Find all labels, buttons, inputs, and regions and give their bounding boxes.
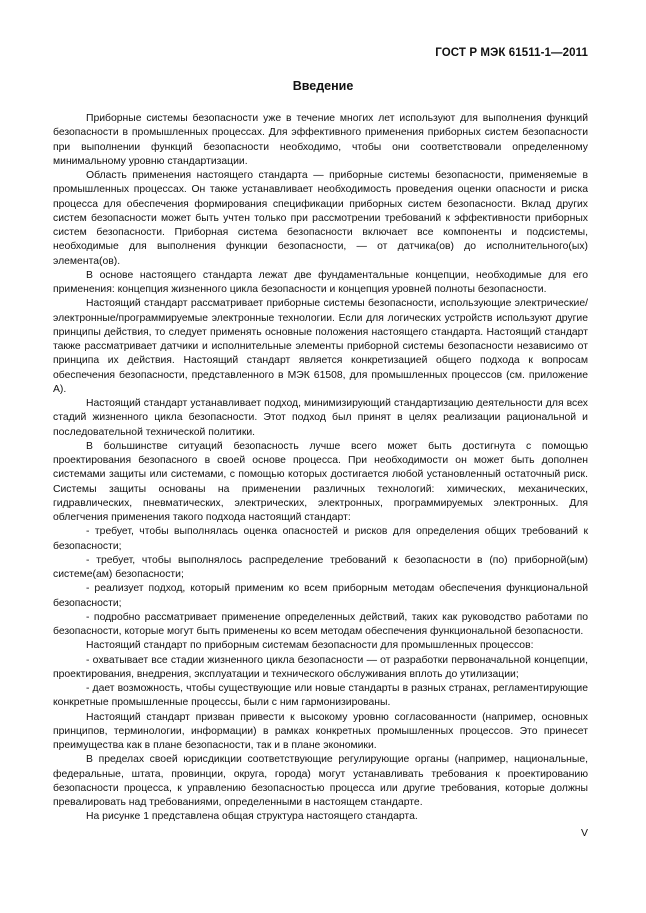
list-item: - требует, чтобы выполнялось распределение требований к безопасности в (по) приборной(ым) системе(ам) безопасности; <box>53 554 588 580</box>
list-item: - реализует подход, который применим ко всем приборным методам обеспечения функциональной безопасности; <box>53 583 588 609</box>
list-item: - подробно рассматривает применение определенных действий, таких как руководство работами по безопасности, которые могут быть применены ко всем методам обеспечения функциональной безопасности. <box>53 611 588 637</box>
paragraph: В большинстве ситуаций безопасность лучше всего может быть достигнута с помощью проектирования безопасного в своей основе процесса. При необходимости он может быть дополнен системами защиты или системами, с помощью которых достигается любой установленный остаточный риск. Системы защиты основаны на применении различных технологий: химических, механических, гидравлических, пневматических, электрических, электронных, программируемых электронных. Для облегчения применения такого подхода настоящий стандарт: <box>53 440 588 523</box>
section-title: Введение <box>292 79 354 93</box>
paragraph: Область применения настоящего стандарта — приборные системы безопасности, применяемые в промышленных процессах. Он также устанавливает необходимость проведения оценки опасности и риска процесса для обеспечения формирования спецификации приборных систем безопасности. Вклад других систем безопасности может быть учтен только при рассмотрении требований к эффективности приборных систем безопасности. Приборная система безопасности включает все компоненты и подсистемы, необходимые для выполнения функции безопасности, — от датчика(ов) до исполнительного(ых) элемента(ов). <box>53 170 588 267</box>
list-item: - дает возможность, чтобы существующие или новые стандарты в разных странах, регламентирующие конкретные промышленные процессы, были с ним гармонизированы. <box>53 683 588 709</box>
paragraph: Настоящий стандарт рассматривает приборные системы безопасности, использующие электрические/электронные/программируемые электронные технологии. Если для логических устройств используют другие принципы действия, то следует применять основные положения настоящего стандарта. Настоящий стандарт также рассматривает датчики и исполнительные элементы приборной системы безопасности независимо от принципа их действия. Настоящий стандарт является конкретизацией общего подхода к вопросам обеспечения безопасности, представленного в МЭК 61508, для промышленных процессов (см. приложение А). <box>53 298 588 395</box>
paragraph: На рисунке 1 представлена общая структура настоящего стандарта. <box>86 811 418 823</box>
page-number: V <box>580 827 588 839</box>
body-text <box>53 112 588 825</box>
standard-designation: ГОСТ Р МЭК 61511-1—2011 <box>435 47 588 59</box>
paragraph: Настоящий стандарт по приборным системам безопасности для промышленных процессов: <box>86 640 534 652</box>
paragraph: Приборные системы безопасности уже в течение многих лет используют для выполнения функций безопасности в промышленных процессах. Для эффективного применения приборных систем безопасности при выполнении функций безопасности необходимо, чтобы они соответствовали определенному минимальному уровню стандартизации. <box>53 113 588 167</box>
paragraph: Настоящий стандарт устанавливает подход, минимизирующий стандартизацию деятельности для всех стадий жизненного цикла безопасности. Этот подход был принят в целях реализации рациональной и последовательной технической политики. <box>53 398 588 438</box>
list-item: - требует, чтобы выполнялась оценка опасностей и рисков для определения общих требований к безопасности; <box>53 526 588 552</box>
paragraph: В основе настоящего стандарта лежат две фундаментальные концепции, необходимые для его применения: концепция жизненного цикла безопасности и концепция уровней полноты безопасности. <box>53 269 588 295</box>
paragraph: В пределах своей юрисдикции соответствующие регулирующие органы (например, национальные, федеральные, штата, провинции, округа, города) могут устанавливать требования к проектированию безопасности процесса, к управлению безопасностью процесса или другие требования, которые должны превалировать над требованиями, определенными в настоящем стандарте. <box>53 754 588 808</box>
paragraph: Настоящий стандарт призван привести к высокому уровню согласованности (например, основных принципов, терминологии, информации) в рамках конкретных промышленных процессов. Это принесет преимущества как в плане безопасности, так и в плане экономики. <box>53 711 588 751</box>
list-item: - охватывает все стадии жизненного цикла безопасности — от разработки первоначальной концепции, проектирования, внедрения, эксплуатации и технического обслуживания вплоть до утилизации; <box>53 654 588 680</box>
